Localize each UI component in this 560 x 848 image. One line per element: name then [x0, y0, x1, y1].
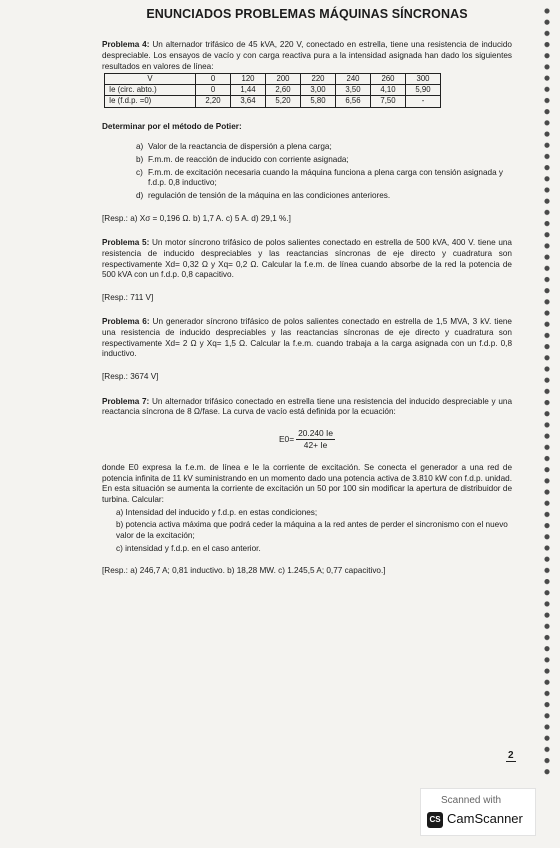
table-row: V 0 120 200 220 240 260 300	[105, 74, 441, 85]
page-number: 2	[508, 750, 514, 761]
list-item: d) regulación de tensión de la máquina en las condiciones anteriores.	[136, 190, 391, 200]
problem-6-answer: [Resp.: 3674 V]	[102, 372, 159, 382]
problem-4-answer: [Resp.: a) Xσ = 0,196 Ω. b) 1,7 A. c) 5 A. d) 29,1 %.]	[102, 213, 291, 223]
watermark-line1: Scanned with	[441, 795, 502, 806]
spiral-binding	[542, 6, 552, 776]
watermark-line2: CamScanner	[447, 811, 523, 826]
list-item: a) Intensidad del inducido y f.d.p. en estas condiciones;	[116, 507, 318, 517]
problem-7: Problema 7: Un alternador trifásico conectado en estrella tiene una resistencia del inducido despreciable y una reactancia síncrona de 8 Ω/fase. La curva de vacío está definida por la ecuación:	[102, 396, 512, 417]
table-row: Ie (f.d.p. =0) 2,20 3,64 5,20 5,80 6,56 7,50 -	[105, 96, 441, 107]
list-item: a) Valor de la reactancia de dispersión a plena carga;	[136, 142, 332, 152]
document-body	[102, 6, 512, 577]
test-results-table	[104, 73, 441, 107]
emf-formula: E0= $\frac{20.240 Ie}{42+ Ie}$	[278, 428, 334, 450]
list-item: b) F.m.m. de reacción de inducido con corriente asignada;	[136, 154, 349, 164]
problem-7-text: donde E0 expresa la f.e.m. de línea e Ie la corriente de excitación. Se conecta el generador a una red de potencia infinita de 11 kV suministrando en un momento dado una potencia activa de 3.810 kW con f.d.p. unidad. En esta situación se aumenta la corriente de excitación un 50 por 100 sin modificar la apertura de distribuidor de turbina. Calcular:	[102, 462, 512, 504]
problem-4: Problema 4: Un alternador trifásico de 45 kVA, 220 V, conectado en estrella, tiene una resistencia de inducido despreciable. Los ensayos de vacío y con carga reactiva pura a la intensidad asignada han dado los siguientes resultados en valores de línea:	[102, 40, 512, 71]
list-item: b) potencia activa máxima que podrá ceder la máquina a la red antes de perder el sincronismo con el nuevo valor de la excitación;	[116, 520, 508, 540]
determine-heading: Determinar por el método de Potier:	[102, 121, 242, 131]
camscanner-watermark	[420, 788, 536, 836]
problem-5-answer: [Resp.: 711 V]	[102, 292, 154, 302]
list-item: c) intensidad y f.d.p. en el caso anterior.	[116, 543, 261, 553]
problem-7-answer: [Resp.: a) 246,7 A; 0,81 inductivo. b) 18,28 MW. c) 1.245,5 A; 0,77 capacitivo.]	[102, 566, 386, 576]
formula-numerator: 20.240 Ie	[298, 428, 334, 439]
problem-7-items	[102, 508, 512, 555]
problem-5: Problema 5: Un motor síncrono trifásico de polos salientes conectado en estrella de 500 kVA, 400 V. tiene una resistencia de inducido despreciables y las reactancias síncronas de eje directo y cuadratura son respectivamente Xd= 0,32 Ω y Xq= 0,2 Ω. Calcular la f.e.m. de línea cuando absorbe de la red la potencia de 500 kVA con un f.d.p. 0,8 capacitivo.	[102, 238, 512, 280]
table-row: Ie (circ. abto.) 0 1,44 2,60 3,00 3,50 4,10 5,90	[105, 85, 441, 96]
problem-6: Problema 6: Un generador síncrono trifásico de polos salientes conectado en estrella de 1,5 MVA, 3 kV. tiene una resistencia de inducido despreciables y las reactancias síncronas de eje directo y cuadratura son respectivamente Xd= 2 Ω y Xq= 1,5 Ω. Calcular la f.e.m. cuando trabaja a la carga asignada con un f.d.p. 0,8 inductivo.	[102, 317, 512, 359]
page-title: ENUNCIADOS PROBLEMAS MÁQUINAS SÍNCRONAS	[146, 7, 468, 21]
formula-denominator: 42+ Ie	[303, 439, 328, 450]
camscanner-logo-icon: CS	[427, 812, 443, 828]
list-item: c) F.m.m. de excitación necesaria cuando la máquina funciona a plena carga con tensión asignada y f.d.p. 0,8 inductivo;	[136, 167, 504, 188]
problem-4-items	[102, 142, 512, 201]
